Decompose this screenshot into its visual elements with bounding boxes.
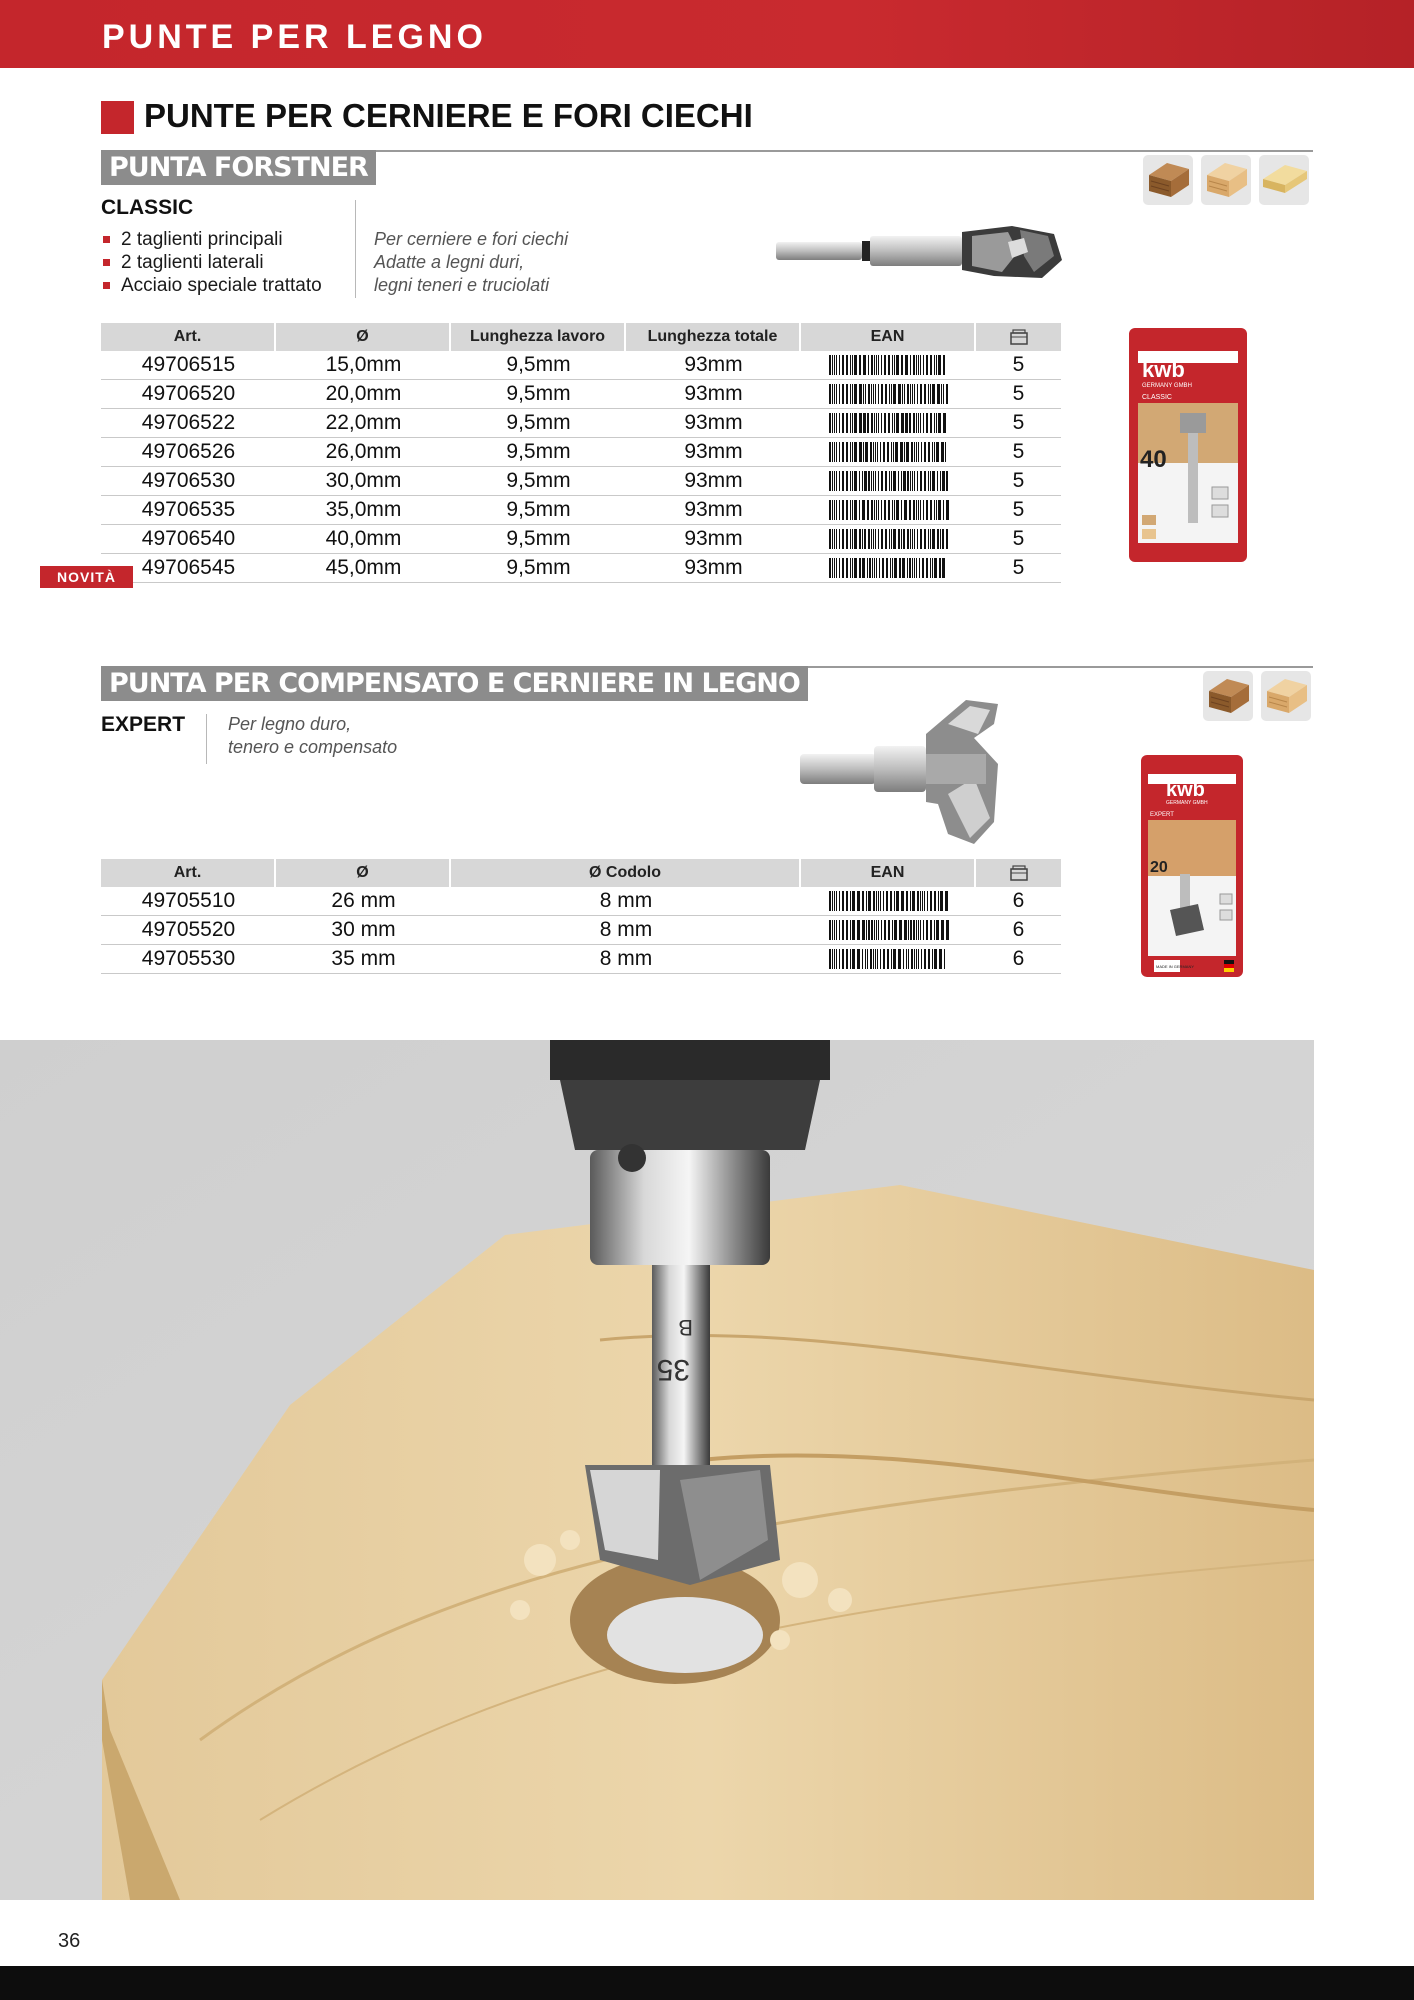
cell-pack-qty: 6 [976, 916, 1061, 945]
ean-barcode [801, 945, 976, 974]
cell-work-length: 9,5mm [451, 525, 626, 554]
table-header-row [101, 323, 1061, 351]
table-header-row [101, 859, 1061, 887]
divider [355, 200, 356, 298]
table-row [101, 525, 1061, 554]
ean-barcode [801, 525, 976, 554]
package-sub: GERMANY GMBH [1142, 383, 1192, 389]
col-work-length: Lunghezza lavoro [451, 323, 626, 351]
cell-work-length: 9,5mm [451, 409, 626, 438]
cell-art: 49706526 [101, 438, 276, 467]
barcode-image [829, 558, 949, 578]
table-row [101, 467, 1061, 496]
cell-shank: 8 mm [451, 916, 801, 945]
table-row [101, 554, 1061, 583]
product-photo [0, 1040, 1314, 1900]
cell-diameter: 30 mm [276, 916, 451, 945]
cell-art: 49706530 [101, 467, 276, 496]
package-size: 40 [1140, 446, 1167, 473]
barcode-image [829, 413, 949, 433]
section-title: PUNTE PER CERNIERE E FORI CIECHI [144, 97, 753, 134]
usage-note: Per legno duro, [228, 714, 352, 734]
cell-pack-qty: 5 [976, 525, 1061, 554]
hinge-bit-image [798, 694, 1028, 846]
ean-barcode [801, 554, 976, 583]
usage-note: legni teneri e truciolati [374, 275, 550, 295]
package-line: CLASSIC [1142, 394, 1172, 401]
cell-diameter: 26 mm [276, 887, 451, 916]
cell-art: 49706545 [101, 554, 276, 583]
barcode-image [829, 949, 949, 969]
usage-notes [228, 713, 397, 759]
table-row [101, 351, 1061, 380]
cell-pack-qty: 5 [976, 467, 1061, 496]
product-tag: PUNTA PER COMPENSATO E CERNIERE IN LEGNO [101, 666, 808, 701]
cell-art: 49705530 [101, 945, 276, 974]
cell-diameter: 26,0mm [276, 438, 451, 467]
ean-barcode [801, 467, 976, 496]
cell-total-length: 93mm [626, 554, 801, 583]
usage-notes [374, 228, 568, 297]
softwood-icon [1201, 155, 1251, 205]
col-shank: Ø Codolo [451, 859, 801, 887]
package-icon [976, 323, 1061, 351]
cell-shank: 8 mm [451, 945, 801, 974]
table-row [101, 916, 1061, 945]
barcode-image [829, 355, 949, 375]
package-sub: GERMANY GMBH [1166, 800, 1208, 806]
ean-barcode [801, 351, 976, 380]
product-table [101, 859, 1061, 974]
cell-total-length: 93mm [626, 380, 801, 409]
cell-art: 49706520 [101, 380, 276, 409]
cell-work-length: 9,5mm [451, 467, 626, 496]
barcode-image [829, 529, 949, 549]
package-image-classic [1128, 327, 1248, 563]
cell-art: 49706535 [101, 496, 276, 525]
cell-total-length: 93mm [626, 496, 801, 525]
cell-pack-qty: 5 [976, 409, 1061, 438]
cell-work-length: 9,5mm [451, 496, 626, 525]
product-line-label: EXPERT [101, 713, 186, 736]
cell-art: 49705510 [101, 887, 276, 916]
cell-diameter: 45,0mm [276, 554, 451, 583]
chipboard-icon [1259, 155, 1309, 205]
cell-total-length: 93mm [626, 409, 801, 438]
footer-bar [0, 1966, 1414, 2000]
feature-item: 2 taglienti principali [101, 228, 322, 251]
cell-diameter: 40,0mm [276, 525, 451, 554]
cell-pack-qty: 6 [976, 887, 1061, 916]
package-size: 20 [1150, 859, 1168, 876]
barcode-image [829, 500, 949, 520]
usage-note: tenero e compensato [228, 737, 398, 757]
barcode-image [829, 891, 949, 911]
col-ean: EAN [801, 859, 976, 887]
cell-art: 49706522 [101, 409, 276, 438]
ean-barcode [801, 438, 976, 467]
table-row [101, 945, 1061, 974]
page-number: 36 [58, 1930, 81, 1952]
cell-pack-qty: 5 [976, 554, 1061, 583]
barcode-image [829, 920, 949, 940]
barcode-image [829, 384, 949, 404]
hardwood-icon [1203, 671, 1253, 721]
cell-work-length: 9,5mm [451, 438, 626, 467]
ean-barcode [801, 496, 976, 525]
col-art: Art. [101, 859, 276, 887]
cell-pack-qty: 5 [976, 438, 1061, 467]
cell-total-length: 93mm [626, 467, 801, 496]
cell-pack-qty: 6 [976, 945, 1061, 974]
package-brand: kwb [1166, 779, 1205, 801]
cell-diameter: 20,0mm [276, 380, 451, 409]
cell-art: 49706540 [101, 525, 276, 554]
cell-work-length: 9,5mm [451, 380, 626, 409]
cell-total-length: 93mm [626, 525, 801, 554]
cell-diameter: 30,0mm [276, 467, 451, 496]
cell-diameter: 35 mm [276, 945, 451, 974]
feature-list [101, 228, 322, 297]
cell-work-length: 9,5mm [451, 351, 626, 380]
cell-work-length: 9,5mm [451, 554, 626, 583]
cell-art: 49705520 [101, 916, 276, 945]
photo-shank-text: 35 [656, 1353, 690, 1386]
table-row [101, 409, 1061, 438]
cell-diameter: 15,0mm [276, 351, 451, 380]
table-row [101, 438, 1061, 467]
col-art: Art. [101, 323, 276, 351]
cell-diameter: 35,0mm [276, 496, 451, 525]
ean-barcode [801, 916, 976, 945]
ean-barcode [801, 409, 976, 438]
cell-shank: 8 mm [451, 887, 801, 916]
package-brand: kwb [1142, 357, 1185, 382]
package-image-expert [1140, 754, 1244, 978]
feature-item: 2 taglienti laterali [101, 251, 322, 274]
package-made-in: MADE IN GERMANY [1156, 964, 1195, 969]
new-badge: NOVITÀ [40, 566, 133, 588]
ean-barcode [801, 887, 976, 916]
hardwood-icon [1143, 155, 1193, 205]
barcode-image [829, 442, 949, 462]
cell-pack-qty: 5 [976, 380, 1061, 409]
cell-art: 49706515 [101, 351, 276, 380]
col-ean: EAN [801, 323, 976, 351]
col-diameter: Ø [276, 859, 451, 887]
photo-shank-letter: B [678, 1315, 693, 1340]
table-row [101, 887, 1061, 916]
cell-pack-qty: 5 [976, 351, 1061, 380]
cell-total-length: 93mm [626, 438, 801, 467]
cell-diameter: 22,0mm [276, 409, 451, 438]
section-marker [101, 101, 134, 134]
feature-item: Acciaio speciale trattato [101, 274, 322, 297]
col-diameter: Ø [276, 323, 451, 351]
product-line-label: CLASSIC [101, 196, 194, 219]
softwood-icon [1261, 671, 1311, 721]
table-row [101, 496, 1061, 525]
product-table [101, 323, 1061, 583]
package-icon [976, 859, 1061, 887]
barcode-image [829, 471, 949, 491]
cell-pack-qty: 5 [976, 496, 1061, 525]
package-line: EXPERT [1150, 812, 1174, 818]
product-tag: PUNTA FORSTNER [101, 150, 376, 185]
usage-note: Adatte a legni duri, [374, 252, 525, 272]
cell-total-length: 93mm [626, 351, 801, 380]
ean-barcode [801, 380, 976, 409]
page-header-title: PUNTE PER LEGNO [102, 18, 487, 56]
forstner-bit-image [772, 212, 1072, 292]
col-total-length: Lunghezza totale [626, 323, 801, 351]
usage-note: Per cerniere e fori ciechi [374, 229, 569, 249]
divider [206, 714, 207, 764]
table-row [101, 380, 1061, 409]
